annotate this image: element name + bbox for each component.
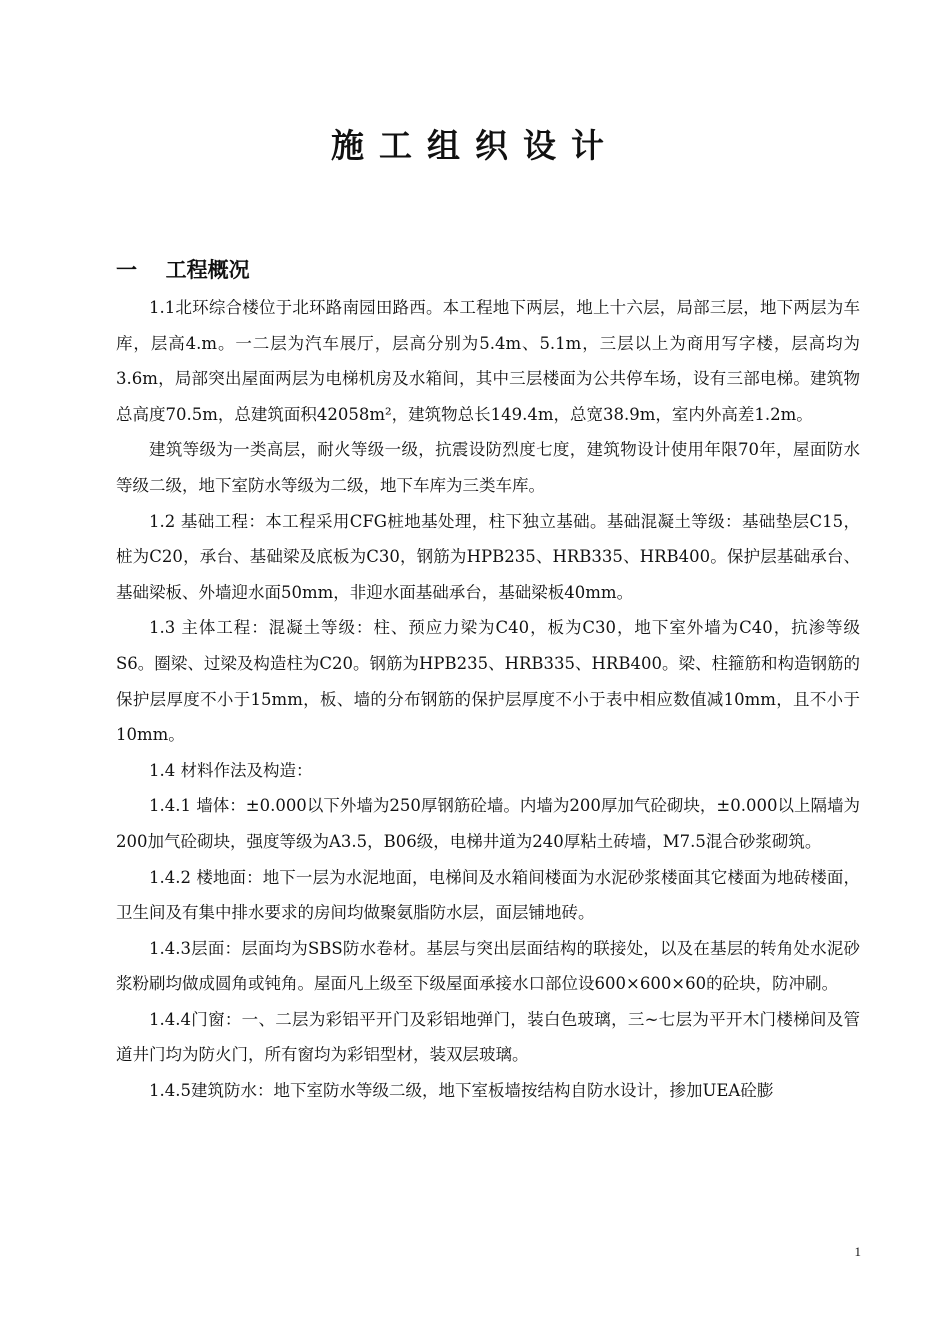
paragraph-building-grade: 建筑等级为一类高层，耐火等级一级，抗震设防烈度七度，建筑物设计使用年限70年，屋面防水等级二级，地下室防水等级为二级，地下车库为三类车库。	[116, 440, 860, 495]
document-title: 施工组织设计	[331, 126, 619, 165]
section-number: 一	[116, 258, 137, 282]
paragraph-1-4-2: 1.4.2 楼地面：地下一层为水泥地面，电梯间及水箱间楼面为水泥砂浆楼面其它楼面为地砖楼面，卫生间及有集中排水要求的房间均做聚氨脂防水层，面层铺地砖。	[116, 867, 860, 923]
paragraph-1-4-3: 1.4.3层面：层面均为SBS防水卷材。基层与突出层面结构的联接处，以及在基层的转角处水泥砂浆粉刷均做成圆角或钝角。屋面凡上级至下级屋面承接水口部位设600×600×60的砼块，防冲刷。	[116, 938, 860, 994]
paragraph-1-4-5: 1.4.5建筑防水：地下室防水等级二级，地下室板墙按结构自防水设计，掺加UEA砼膨	[149, 1081, 774, 1101]
document-body	[116, 290, 860, 1109]
paragraph-1-4-1: 1.4.1 墙体：±0.000以下外墙为250厚钢筋砼墙。内墙为200厚加气砼砌块，±0.000以上隔墙为200加气砼砌块，强度等级为A3.5，B06级，电梯井道为240厚粘土砖墙，M7.5混合砂浆砌筑。	[116, 796, 860, 851]
paragraph-1-3: 1.3 主体工程：混凝土等级：柱、预应力梁为C40，板为C30，地下室外墙为C40，抗渗等级S6。圈梁、过梁及构造柱为C20。钢筋为HPB235、HRB335、HRB400。梁、柱箍筋和构造钢筋的保护层厚度不小于15mm，板、墙的分布钢筋的保护层厚度不小于表中相应数值减10mm，且不小于10mm。	[116, 618, 860, 745]
paragraph-1-4-4: 1.4.4门窗：一、二层为彩铝平开门及彩铝地弹门，装白色玻璃，三~七层为平开木门楼梯间及管道井门均为防火门，所有窗均为彩铝型材，装双层玻璃。	[116, 1009, 860, 1065]
paragraph-1-2: 1.2 基础工程：本工程采用CFG桩地基处理，柱下独立基础。基础混凝土等级：基础垫层C15，桩为C20，承台、基础梁及底板为C30，钢筋为HPB235、HRB335、HRB400。保护层基础承台、基础梁板、外墙迎水面50mm，非迎水面基础承台，基础梁板40mm。	[116, 511, 860, 602]
paragraph-1-1: 1.1北环综合楼位于北环路南园田路西。本工程地下两层，地上十六层，局部三层，地下两层为车库，层高4.m。一二层为汽车展厅，层高分别为5.4m、5.1m，三层以上为商用写字楼，层高均为3.6m，局部突出屋面两层为电梯机房及水箱间，其中三层楼面为公共停车场，设有三部电梯。建筑物总高度70.5m，总建筑面积42058m²，建筑物总长149.4m，总宽38.9m，室内外高差1.2m。	[116, 298, 860, 424]
paragraph-1-4: 1.4 材料作法及构造：	[149, 760, 313, 780]
section-heading	[116, 254, 250, 286]
section-title: 工程概况	[165, 258, 250, 282]
page-number: 1	[854, 1244, 861, 1259]
